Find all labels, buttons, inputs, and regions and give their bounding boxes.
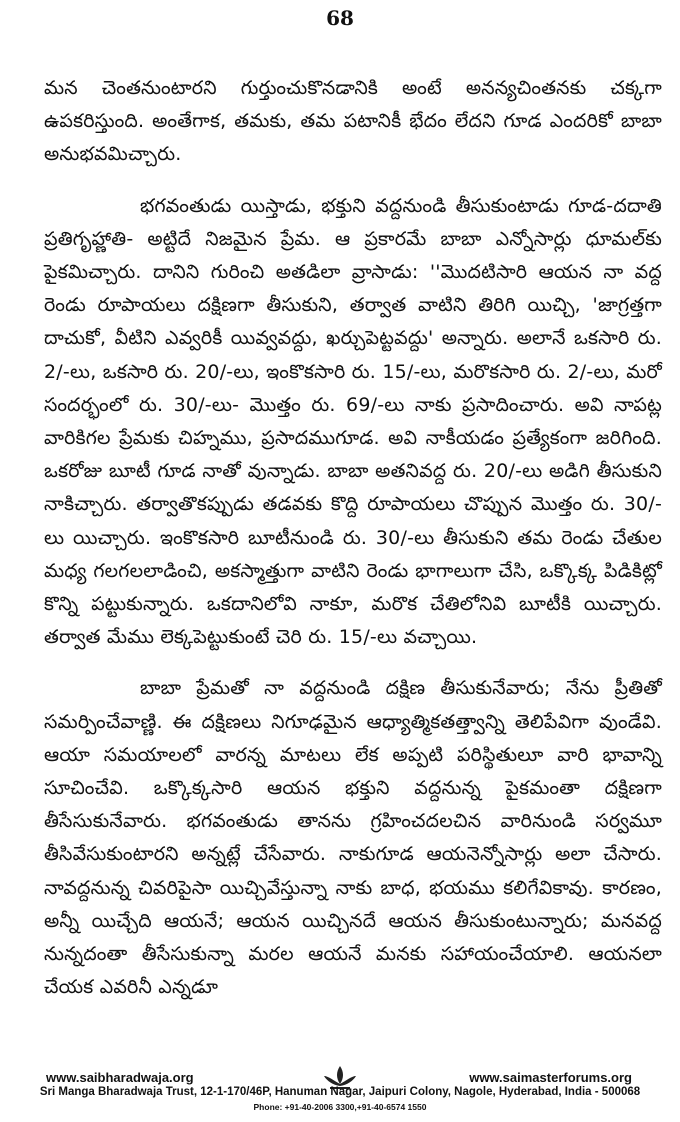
paragraph-2: భగవంతుడు యిస్తాడు, భక్తుని వద్దనుండి తీసుకుంటాడు గూడ-దదాతి ప్రతిగృహ్ణాతి- అట్టిదే నిజమైన ప్రేమ. ఆ ప్రకారమే బాబా ఎన్నోసార్లు ధూమల్‌కు పైకమిచ్చారు. దానిని గురించి అతడిలా వ్రాసాడు: ''మొదటిసారి ఆయన నా వద్ద రెండు రూపాయలు దక్షిణగా తీసుకుని, తర్వాత వాటిని తిరిగి యిచ్చి, 'జాగ్రత్తగా దాచుకో, వీటిని ఎవ్వరికీ యివ్వవద్దు, ఖర్చుపెట్టవద్దు' అన్నారు. అలానే ఒకసారి రు. 2/-లు, ఒకసారి రు. 20/-లు, ఇంకొకసారి రు. 15/-లు, మరొకసారి రు. 2/-లు, మరో సందర్భంలో రు. 30/-లు- మొత్తం రు. 69/-లు నాకు ప్రసాదించారు. అవి నాపట్ల వారికిగల ప్రేమకు చిహ్నము, ప్రసాదముగూడ. అవి నాకీయడం ప్రత్యేకంగా జరిగింది. ఒకరోజు బూటీ గూడ నాతో వున్నాడు. బాబా అతనివద్ద రు. 20/-లు అడిగి తీసుకుని నాకిచ్చారు. తర్వాతొకప్పుడు తడవకు కొద్ది రూపాయలు చొప్పున మొత్తం రు. 30/-లు యిచ్చారు. ఇంకొకసారి బూటీనుండి రు. 30/-లు తీసుకుని తమ రెండు చేతుల మధ్య గలగలలాడించి, అకస్మాత్తుగా వాటిని రెండు భాగాలుగా చేసి, ఒక్కొక్క పిడికిట్లో కొన్ని పట్టుకున్నారు. ఒకదానిలోవి నాకూ, మరొక చేతిలోనివి బూటీకి యిచ్చారు. తర్వాత మేము లెక్కపెట్టుకుంటే చెరి రు. 15/-లు వచ్చాయి. xyxy=(44,194,662,649)
paragraph-3: బాబా ప్రేమతో నా వద్దనుండి దక్షిణ తీసుకునేవారు; నేను ప్రీతితో సమర్పించేవాణ్ణి. ఈ దక్షిణలు నిగూఢమైన ఆధ్యాత్మికతత్త్వాన్ని తెలిపేవిగా వుండేవి. ఆయా సమయాలలో వారన్న మాటలు లేక అప్పటి పరిస్థితులూ వారి భావాన్ని సూచించేవి. ఒక్కొక్కసారి ఆయన భక్తుని వద్దనున్న పైకమంతా దక్షిణగా తీసేసుకునేవారు. భగవంతుడు తానను గ్రహించదలచిన వారినుండి సర్వమూ తీసివేసుకుంటారని అన్నట్లే చేసేవారు. నాకుగూడ ఆయనెన్నోసార్లు అలా చేసారు. నావద్దనున్న చివరిపైసా యిచ్చివేస్తున్నా నాకు బాధ, భయము కలిగేవికావు. కారణం, అన్నీ యిచ్చేది ఆయనే; ఆయన యిచ్చినదే ఆయన తీసుకుంటున్నారు; మనవద్ద నున్నదంతా తీసేసుకున్నా మరల ఆయనే మనకు సహాయంచేయాలి. ఆయనలా చేయక ఎవరినీ ఎన్నడూ xyxy=(44,677,662,999)
footer-website-right[interactable]: www.saimasterforums.org xyxy=(469,1070,632,1085)
footer-address: Sri Manga Bharadwaja Trust, 12-1-170/46P, Hanuman Nagar, Jaipuri Colony, Nagole, Hyderabad, India - 500068 xyxy=(39,1086,641,1098)
footer-website-left[interactable]: www.saibharadwaja.org xyxy=(46,1070,194,1085)
page-footer xyxy=(0,1064,680,1122)
page-body xyxy=(44,72,662,1004)
page-number: 68 xyxy=(326,6,354,30)
footer-phone: Phone: +91-40-2006 3300,+91-40-6574 1550 xyxy=(253,1102,427,1112)
paragraph-1: మన చెంతనుంటారని గుర్తుంచుకొనడానికి అంటే అనన్యచింతనకు చక్కగా ఉపకరిస్తుంది. అంతేగాక, తమకు, తమ పటానికీ భేదం లేదని గూడ ఎందరికో బాబా అనుభవమిచ్చారు. xyxy=(44,77,662,166)
